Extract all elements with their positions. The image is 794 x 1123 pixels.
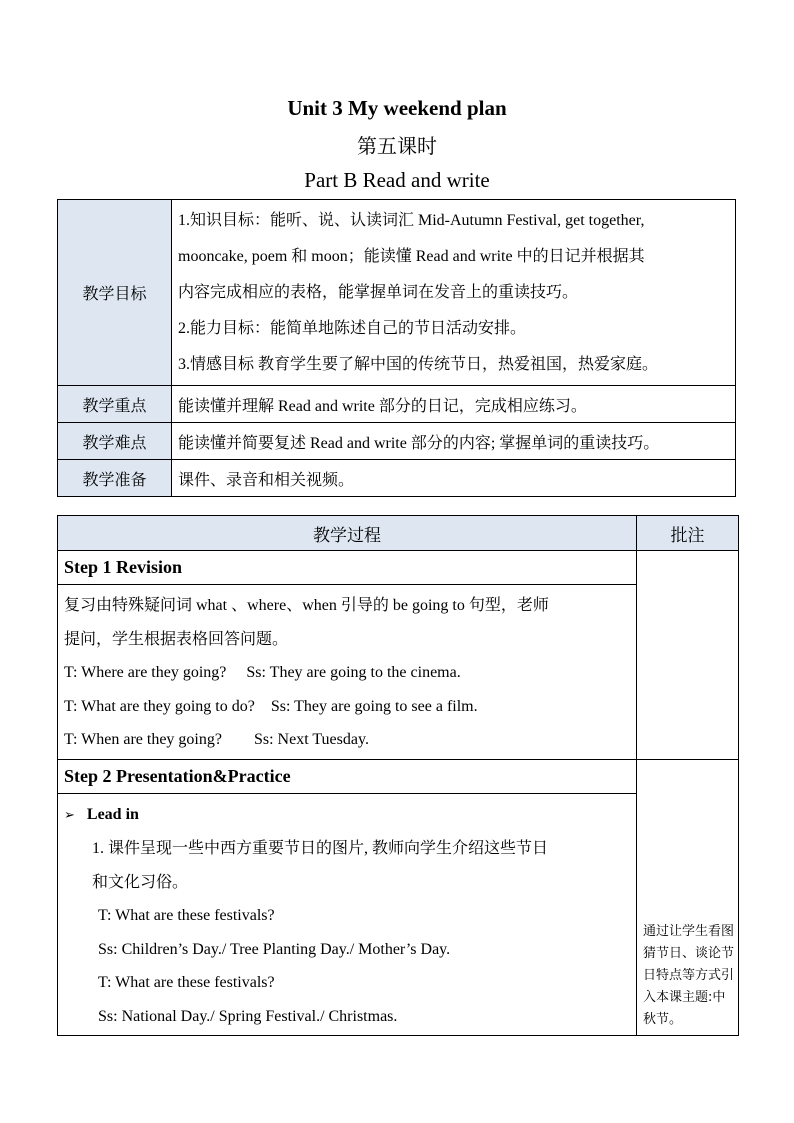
difficulty-label: 教学难点 [58,423,172,460]
step2-title-row [58,759,739,793]
goal-line: 3.情感目标 教育学生要了解中国的传统节日，热爱祖国，热爱家庭。 [178,356,659,373]
step1-line: T: Where are they going? Ss: They are going to the cinema. [64,664,461,681]
step1-body-row [58,585,739,760]
difficulty-text: 能读懂并简要复述 Read and write 部分的内容; 掌握单词的重读技巧。 [172,423,736,460]
process-header-row [58,516,739,551]
process-header: 教学过程 [58,516,637,551]
step1-line: T: When are they going? Ss: Next Tuesday. [64,731,369,748]
objectives-table [57,199,736,497]
arrow-bullet-icon: ➢ [64,807,75,823]
notes-header: 批注 [637,516,739,551]
page-title: Unit 3 My weekend plan [287,96,507,120]
preparation-row [58,460,736,497]
dialog-line: T: What are these festivals? [98,974,275,991]
goal-line: mooncake, poem 和 moon；能读懂 Read and write 中的日记并根据其 [178,248,645,265]
dialog-line: T: What are these festivals? [98,907,275,924]
goals-label: 教学目标 [58,200,172,386]
preparation-text: 课件、录音和相关视频。 [172,460,736,497]
step2-body [58,793,637,1036]
step1-line: T: What are they going to do? Ss: They are going to see a film. [64,697,478,715]
key-points-row [58,386,736,423]
step2-item-line: 和文化习俗。 [92,873,189,891]
key-points-label: 教学重点 [58,386,172,423]
step2-item-line: 1. 课件呈现一些中西方重要节日的图片, 教师向学生介绍这些节日 [92,840,549,857]
step2-title: Step 2 Presentation&Practice [58,759,637,793]
goal-line: 2.能力目标：能简单地陈述自己的节日活动安排。 [178,320,527,337]
lead-in-label: Lead in [86,805,139,823]
goals-row [58,200,736,386]
goals-content [172,200,736,386]
key-points-text: 能读懂并理解 Read and write 部分的日记，完成相应练习。 [172,386,736,423]
step1-note [637,551,739,760]
goal-line: 内容完成相应的表格，能掌握单词在发音上的重读技巧。 [178,284,579,301]
step2-body-row [58,793,739,1036]
preparation-label: 教学准备 [58,460,172,497]
dialog-line: Ss: National Day./ Spring Festival./ Christmas. [98,1007,398,1025]
step1-title: Step 1 Revision [58,551,637,585]
lead-in-line [64,798,630,833]
lesson-part: Part B Read and write [304,168,490,192]
dialog-line: Ss: Children’s Day./ Tree Planting Day./ Mother’s Day. [98,940,451,958]
step1-line: 提问，学生根据表格回答问题。 [64,630,289,648]
step1-title-row [58,551,739,585]
difficulty-row [58,423,736,460]
step1-body [58,585,637,760]
lesson-number: 第五课时 [357,134,437,158]
process-table [57,515,739,1036]
goal-line: 1.知识目标：能听、说、认读词汇 Mid-Autumn Festival, get together, [178,212,645,229]
step2-note: 通过让学生看图猜节日、谈论节日特点等方式引入本课主题:中秋节。 [637,759,739,1036]
step1-line: 复习由特殊疑问词 what 、where、when 引导的 be going to 句型，老师 [64,597,549,614]
